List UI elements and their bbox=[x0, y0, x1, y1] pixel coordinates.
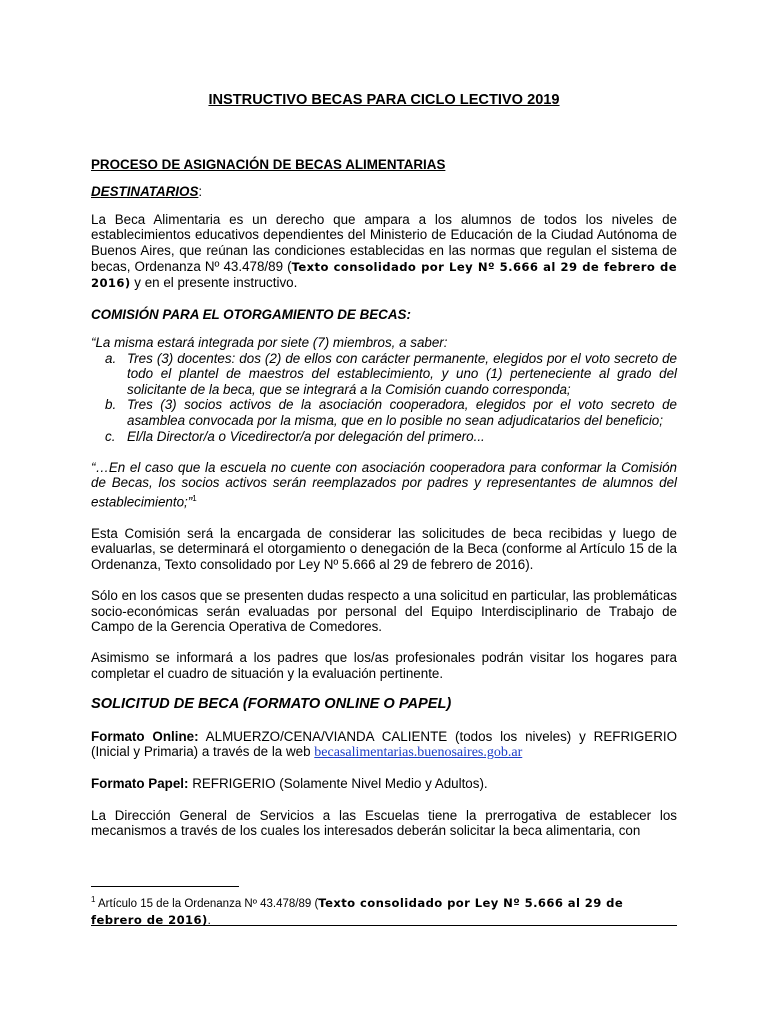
footnote-separator bbox=[91, 886, 239, 887]
comision-quote bbox=[91, 460, 677, 510]
destinatarios-heading-line bbox=[91, 184, 677, 200]
page-bottom-rule bbox=[91, 925, 677, 926]
direccion-paragraph: La Dirección General de Servicios a las Escuelas tiene la prerrogativa de establecer los mecanismos a través de los cuales los interesados deberán solicitar la beca alimentaria, con bbox=[91, 807, 677, 839]
document-body bbox=[91, 93, 677, 854]
list-marker: a. bbox=[105, 350, 117, 366]
list-item bbox=[105, 397, 677, 428]
list-item bbox=[105, 350, 677, 398]
formato-papel-paragraph bbox=[91, 776, 677, 792]
comision-paragraph-1: Esta Comisión será la encargada de considerar las solicitudes de beca recibidas y luego de evaluarlas, se determinará el otorgamiento o denegación de la Beca (conforme al Artículo 15 de la Ordenanza, Texto consolidado por Ley Nº 5.666 al 29 de febrero de 2016). bbox=[91, 525, 677, 572]
formato-papel-text: REFRIGERIO (Solamente Nivel Medio y Adultos). bbox=[188, 776, 488, 792]
becas-website-link[interactable]: becasalimentarias.buenosaires.gob.ar bbox=[314, 745, 523, 761]
formato-online-label: Formato Online: bbox=[91, 728, 199, 744]
footnote-reference: 1 bbox=[192, 493, 197, 503]
list-marker: c. bbox=[105, 428, 116, 444]
document-title: INSTRUCTIVO BECAS PARA CICLO LECTIVO 2019 bbox=[208, 92, 560, 108]
formato-online-paragraph bbox=[91, 729, 677, 761]
formato-online-text: ALMUERZO/CENA/VIANDA CALIENTE (todos los niveles) y REFRIGERIO (Inicial y Primaria) a través de la web bbox=[91, 728, 678, 760]
list-marker: b. bbox=[105, 397, 117, 413]
comision-intro: “La misma estará integrada por siete (7) miembros, a saber: bbox=[91, 334, 448, 350]
comision-members-list bbox=[91, 351, 677, 445]
destinatarios-bold-ref: Texto consolidado por Ley Nº 5.666 al 29 de febrero de 2016) bbox=[91, 259, 677, 291]
list-item bbox=[105, 428, 677, 445]
destinatarios-paragraph bbox=[91, 212, 677, 292]
comision-paragraph-2: Sólo en los casos que se presenten dudas respecto a una solicitud en particular, las problemáticas socio-económicas serán evaluadas por personal del Equipo Interdisciplinario de Trabajo de Campo de la Gerencia Operativa de Comedores. bbox=[91, 587, 677, 635]
list-item-text: Tres (3) docentes: dos (2) de ellos con carácter permanente, elegidos por el voto secreto de todo el plantel de maestros del establecimiento, y uno (1) perteneciente al grado del solicitante de la beca, que se integrará a la Comisión cuando corresponda; bbox=[127, 350, 677, 397]
footnote-text: Artículo 15 de la Ordenanza Nº 43.478/89 ( bbox=[95, 897, 319, 910]
destinatarios-colon: : bbox=[198, 184, 203, 200]
list-item-text: Tres (3) socios activos de la asociación cooperadora, elegidos por el voto secreto de asamblea convocada por la misma, que en lo posible no sean adjudicatarios del beneficio; bbox=[127, 397, 677, 428]
section-heading-asignacion: PROCESO DE ASIGNACIÓN DE BECAS ALIMENTARIAS bbox=[91, 156, 446, 172]
list-item-text: El/la Director/a o Vicedirector/a por delegación del primero... bbox=[127, 428, 485, 444]
formato-papel-label: Formato Papel: bbox=[91, 776, 189, 792]
destinatarios-text-end: y en el presente instructivo. bbox=[130, 275, 298, 291]
destinatarios-heading: DESTINATARIOS bbox=[91, 184, 199, 200]
quote-text: “…En el caso que la escuela no cuente con asociación cooperadora para conformar la Comisión de Becas, los socios activos serán reemplazados por padres y representantes de alumnos del establecimiento;” bbox=[91, 459, 677, 510]
footnote bbox=[91, 892, 677, 929]
comision-heading: COMISIÓN PARA EL OTORGAMIENTO DE BECAS: bbox=[91, 307, 411, 323]
footnote-bold-ref: Texto consolidado por Ley Nº 5.666 al 29 de febrero de 2016) bbox=[91, 895, 624, 927]
footnote-number: 1 bbox=[91, 895, 96, 904]
solicitud-heading: SOLICITUD DE BECA (FORMATO ONLINE O PAPEL) bbox=[91, 696, 452, 713]
comision-paragraph-3: Asimismo se informará a los padres que los/as profesionales podrán visitar los hogares para completar el cuadro de situación y la evaluación pertinente. bbox=[91, 650, 677, 681]
destinatarios-text: La Beca Alimentaria es un derecho que ampara a los alumnos de todos los niveles de establecimientos educativos dependientes del Ministerio de Educación de la Ciudad Autónoma de Buenos Aires, que reúnan las condiciones establecidas en las normas que regulan el sistema de becas, Ordenanza Nº 43.478/89 ( bbox=[91, 211, 677, 274]
footnote-end: . bbox=[207, 914, 211, 927]
